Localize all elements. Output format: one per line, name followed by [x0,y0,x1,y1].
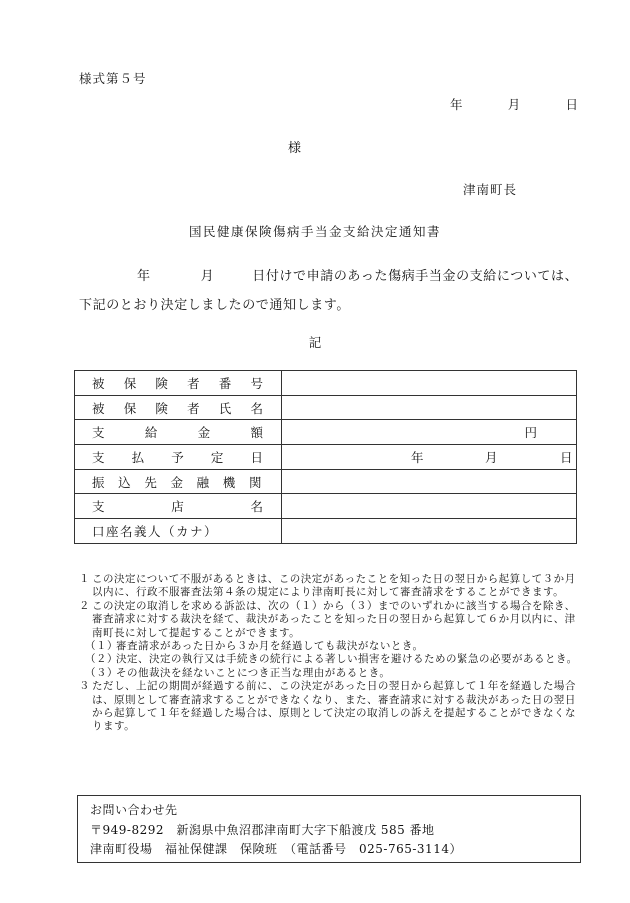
table-row [75,494,577,519]
day-label: 日 [565,97,578,112]
contact-heading: お問い合わせ先 [90,803,178,817]
sub-text: 審査請求があった日から３か月を経過しても裁決がないとき。 [116,640,424,653]
bank-field[interactable] [282,469,577,494]
label-insured-number [75,371,282,396]
payment-info-table [74,370,577,544]
row-label: 振 込 先 金 融 機 関 [92,474,263,490]
label-branch [75,494,282,519]
label-bank [75,469,282,494]
body-line-2: 下記のとおり決定しましたので通知します。 [79,298,350,313]
month-label: 月 [507,97,521,112]
payment-amount-field[interactable]: 円 [282,420,577,445]
table-row [75,395,577,420]
note-2 [79,600,581,640]
sub-number: （２） [85,653,118,666]
addressee-honorific: 様 [288,141,302,156]
payment-date-field[interactable] [282,445,577,470]
payment-year-label: 年 [411,449,424,465]
label-payment-date [75,445,282,470]
label-insured-name [75,395,282,420]
table-row [75,420,577,445]
issue-date [450,95,578,113]
body-month: 月 [200,269,215,284]
table-row [75,519,577,544]
note-text: この決定について不服があるときは、この決定があったことを知った日の翌日から起算して３か月以内に、行政不服審査法第４条の規定により津南町長に対して審査請求をすることができます。 [92,573,576,599]
note-2-sub-2 [79,653,581,666]
note-2-sub-1 [79,640,581,653]
table-row [75,371,577,396]
row-label: 支 給 金 額 [92,425,263,441]
ki-marker: 記 [308,335,322,350]
note-2-sub-3 [79,667,581,680]
note-number: １ [79,573,90,585]
contact-address: 〒949-8292 新潟県中魚沼郡津南町大字下船渡戊 585 番地 [90,823,435,837]
label-payment-amount [75,420,282,445]
issuer: 津南町長 [463,182,518,197]
branch-field[interactable] [282,494,577,519]
row-label: 被 保 険 者 番 号 [92,375,263,391]
note-1 [79,573,581,600]
row-label: 支 店 名 [92,499,263,515]
body-year: 年 [137,269,151,284]
sub-number: （１） [85,640,118,653]
note-text: ただし、上記の期間が経過する前に、この決定があった日の翌日から起算して１年を経過した場合は、原則として審査請求することができなくなり、また、審査請求に対する裁決があった日の翌日から起算して１年を経過した場合は、原則として決定の取消しの訴えを提起することができなくなります。 [92,680,576,733]
notes [79,573,581,734]
insured-name-field[interactable] [282,395,577,420]
document-title: 国民健康保険傷病手当金支給決定通知書 [188,224,441,239]
sub-text: その他裁決を経ないことにつき正当な理由があるとき。 [116,666,391,679]
payment-month-label: 月 [485,449,498,465]
contact-box [77,795,581,863]
account-holder-field[interactable] [282,519,577,544]
row-label: 支 払 予 定 日 [92,449,263,465]
sub-number: （３） [85,666,118,679]
table-row [75,445,577,470]
note-3 [79,680,581,734]
insured-number-field[interactable] [282,371,577,396]
payment-day-label: 日 [560,449,573,465]
table-row [75,469,577,494]
note-number: ３ [79,680,90,693]
body-line-1 [79,262,589,291]
body-line-1-text: 日付けで申請のあった傷病手当金の支給については、 [252,269,579,284]
year-label: 年 [450,97,463,112]
notice-body [79,262,589,320]
note-text: この決定の取消しを求める訴訟は、次の（１）から（３）までのいずれかに該当する場合を除き、審査請求に対する裁決を経て、裁決があったことを知った日の翌日から起算して６か月以内に、津南町長に対して提起することができます。 [92,599,576,639]
contact-office: 津南町役場 福祉保健課 保険班 （電話番号 025-765-3114） [90,842,462,856]
note-number: ２ [79,599,90,612]
row-label: 被 保 険 者 氏 名 [92,400,263,416]
label-account-holder [75,519,282,544]
row-label: 口座名義人（カナ） [92,523,219,539]
sub-text: 決定、決定の執行又は手続きの続行による著しい損害を避けるための緊急の必要があるとき。 [116,653,578,666]
form-number: 様式第５号 [79,71,147,86]
